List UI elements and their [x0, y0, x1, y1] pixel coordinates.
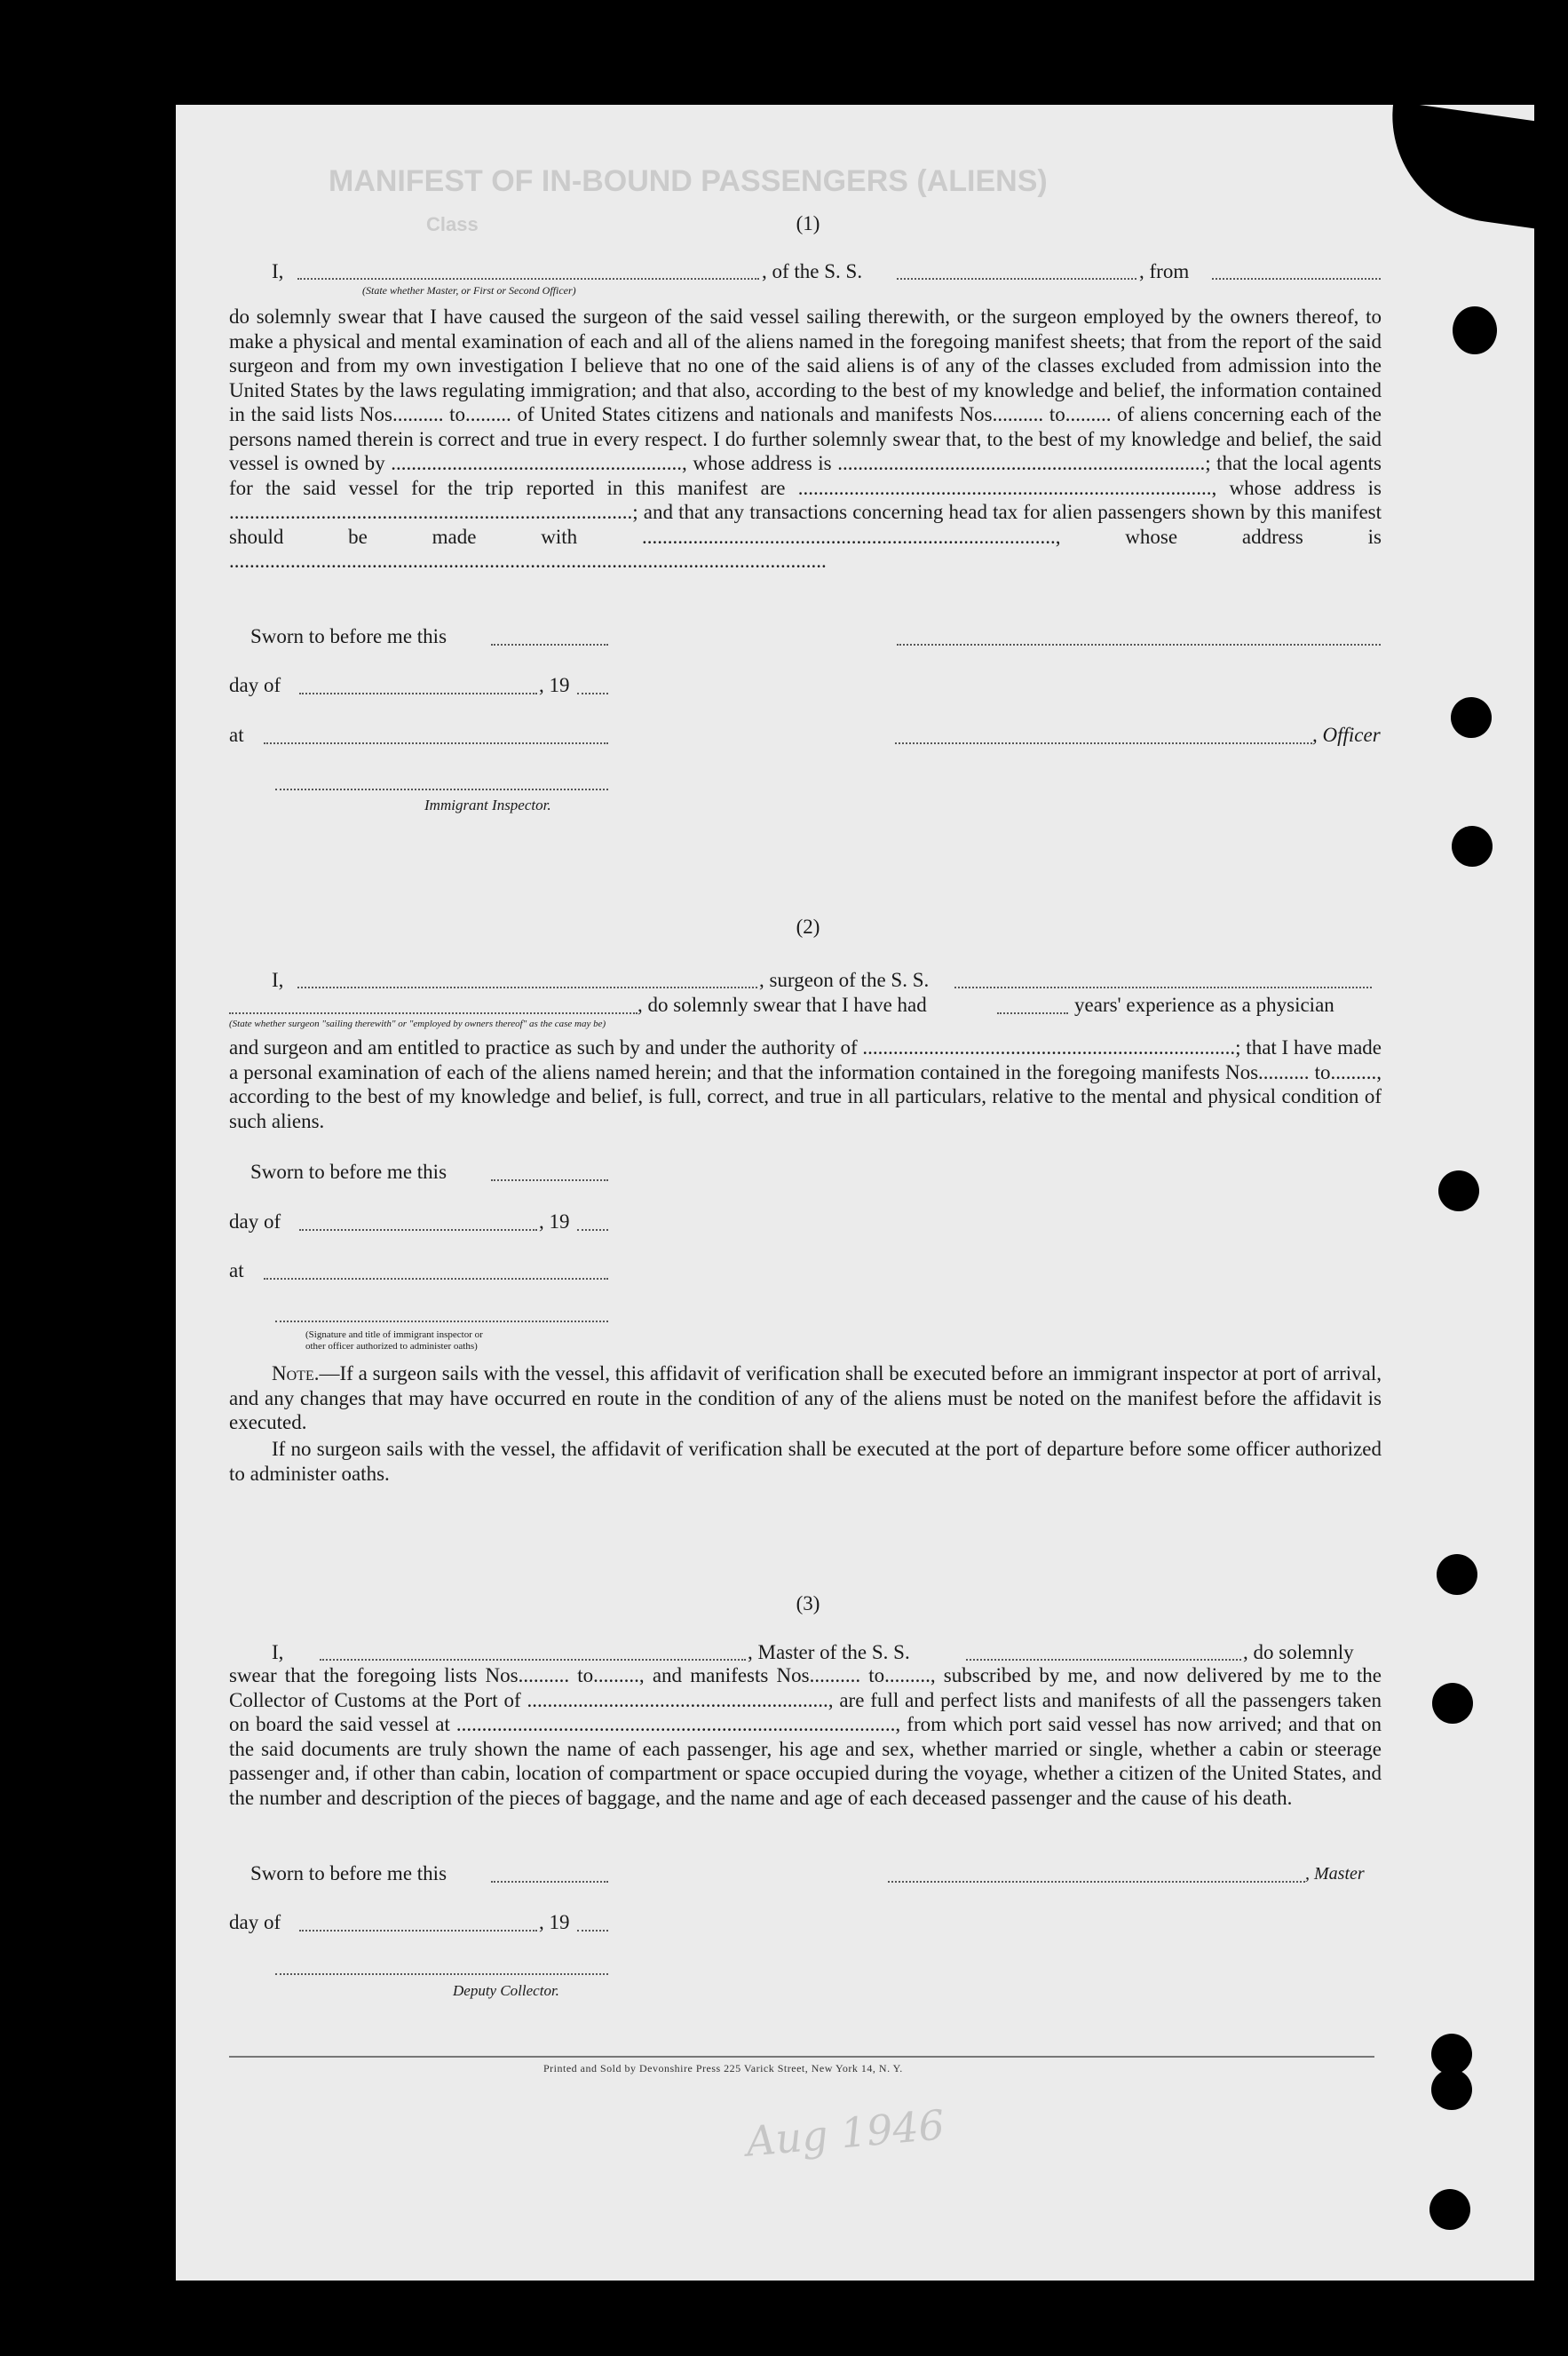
master-signature-line[interactable]: [888, 1881, 1305, 1883]
inspector-signature-line[interactable]: [275, 789, 608, 790]
from-label: , from: [1139, 260, 1190, 282]
year-line-2[interactable]: [577, 1229, 608, 1231]
day-of-label-1: day of: [229, 674, 281, 696]
surgeon-vessel-line[interactable]: [954, 987, 1372, 988]
officer-signature-line-top[interactable]: [897, 644, 1381, 646]
officer-note: (State whether Master, or First or Second Officer): [362, 284, 576, 297]
from-port-line[interactable]: [1212, 278, 1381, 280]
sworn-label-2: Sworn to before me this: [250, 1161, 447, 1183]
binder-hole: [1453, 306, 1497, 354]
binder-hole: [1432, 1683, 1473, 1724]
bleed-through-class: Class: [426, 213, 479, 235]
sworn-date-line-1[interactable]: [491, 644, 608, 646]
collector-label: Deputy Collector.: [453, 1982, 559, 1999]
surgeon-status-line[interactable]: [229, 1012, 637, 1014]
years-line[interactable]: [997, 1012, 1068, 1014]
at-line-2[interactable]: [264, 1278, 608, 1280]
surgeon-note: (State whether surgeon "sailing therewith" or "employed by owners thereof" as the case may be): [229, 1019, 606, 1029]
section-3-number: (3): [796, 1592, 820, 1614]
officer-signature-line[interactable]: [895, 742, 1312, 744]
binder-hole: [1456, 178, 1497, 218]
section-2-number: (2): [796, 916, 820, 938]
authorized-signature-line[interactable]: [275, 1321, 608, 1322]
year-label-1: , 19: [539, 674, 570, 696]
note-2-paragraph: If no surgeon sails with the vessel, the affidavit of verification shall be executed at the port of departure before some officer authorized to administer oaths.: [229, 1438, 1382, 1485]
of-ss-label: , of the S. S.: [762, 260, 863, 282]
do-solemnly-label: , do solemnly: [1243, 1641, 1354, 1663]
at-label-1: at: [229, 724, 244, 746]
inspector-label: Immigrant Inspector.: [424, 797, 551, 813]
note-text: —If a surgeon sails with the vessel, this affidavit of verification shall be executed before an immigrant inspector at port of arrival, and any changes that may have occurred en route in the condition of any of the aliens must be noted on the manifest before the affidavit is executed.: [229, 1362, 1382, 1433]
binder-hole: [1451, 697, 1492, 738]
master-vessel-line[interactable]: [966, 1659, 1241, 1661]
collector-signature-line[interactable]: [275, 1973, 608, 1975]
section-1-oath-text: do solemnly swear that I have caused the surgeon of the said vessel sailing therewith, or the surgeon employed by the owners thereof, to make a physical and mental examination of each and all of the aliens named in the foregoing manifest sheets; that from the report of the said surgeon and from my own investigation I believe that no one of the said aliens is of any of the classes excluded from admission into the United States by the laws regulating immigration; and that also, according to the best of my knowledge and belief, the information contained in the said lists Nos.......... to......... of United States citizens and nationals and manifests Nos.......... to......... of aliens concerning each of the persons named therein is correct and true in every respect. I do further solemnly swear that, to the best of my knowledge and belief, the said vessel is owned by ........................................................., whose address is ........................................................................; that the local agents for the said vessel for the trip reported in this manifest are ................................................................................., whose address is ...............................................................................; and that any transactions concerning head tax for alien passengers shown by this manifest should be made with ................................................................................., whose address is .....................................................................................................................: [229, 305, 1382, 572]
section-1-i: I,: [272, 260, 284, 282]
sworn-date-line-2[interactable]: [491, 1179, 608, 1181]
master-label: , Master: [1305, 1864, 1365, 1884]
swear-line-label: , do solemnly swear that I have had: [637, 994, 927, 1016]
day-of-label-3: day of: [229, 1911, 281, 1933]
printer-footer: Printed and Sold by Devonshire Press 225 Varick Street, New York 14, N. Y.: [543, 2062, 903, 2074]
day-of-line-2[interactable]: [299, 1229, 537, 1231]
year-label-2: , 19: [539, 1210, 570, 1233]
sworn-label-3: Sworn to before me this: [250, 1862, 447, 1884]
year-line-1[interactable]: [577, 693, 608, 694]
at-label-2: at: [229, 1259, 244, 1281]
at-line-1[interactable]: [264, 742, 608, 744]
day-of-line-1[interactable]: [299, 693, 537, 694]
section-1-number: (1): [796, 212, 820, 234]
faded-stamp: Aug 1946: [744, 2100, 946, 2166]
sworn-label-1: Sworn to before me this: [250, 625, 447, 647]
binder-hole: [1452, 826, 1493, 867]
bleed-through-title: MANIFEST OF IN-BOUND PASSENGERS (ALIENS): [329, 164, 1048, 198]
day-of-line-3[interactable]: [299, 1930, 537, 1932]
signature-note-2: other officer authorized to administer oaths): [305, 1341, 478, 1352]
year-line-3[interactable]: [577, 1930, 608, 1932]
years-exp-label: years' experience as a physician: [1074, 994, 1334, 1016]
note-paragraph: [229, 1361, 1382, 1435]
note-label: Note.: [272, 1362, 320, 1384]
vessel-name-line[interactable]: [897, 278, 1136, 280]
master-name-line[interactable]: [320, 1659, 746, 1661]
officer-label: , Officer: [1312, 724, 1381, 746]
binder-hole: [1437, 1554, 1477, 1595]
binder-hole: [1431, 2069, 1472, 2110]
section-2-oath-text: and surgeon and am entitled to practice as such by and under the authority of .........................................................................; that I have made a personal examination of each of the aliens named herein; and that the information contained in the foregoing manifests Nos.......... to........., according to the best of my knowledge and belief, is full, correct, and true in all particulars, relative to the mental and physical condition of such aliens.: [229, 1036, 1382, 1132]
section-3-oath-text: swear that the foregoing lists Nos.......... to........., and manifests Nos.......... to........., subscribed by me, and now delivered by me to the Collector of Customs at the Port of ..........................................................., are full and perfect lists and manifests of all the passengers taken on board the said vessel at ......................................................................................, from which port said vessel has now arrived; and that on the said documents are truly shown the name of each passenger, his age and sex, whether married or single, whether a cabin or steerage passenger and, if other than cabin, location of compartment or space occupied during the voyage, whether a citizen of the United States, and the number and description of the pieces of baggage, and the name and age of each deceased passenger and the cause of his death.: [229, 1664, 1382, 1809]
surgeon-name-line[interactable]: [297, 987, 757, 988]
footer-rule: [229, 2056, 1374, 2058]
sworn-date-line-3[interactable]: [491, 1881, 608, 1883]
day-of-label-2: day of: [229, 1210, 281, 1233]
binder-hole: [1438, 1170, 1479, 1211]
surgeon-of-ss-label: , surgeon of the S. S.: [759, 969, 930, 991]
master-of-ss-label: , Master of the S. S.: [748, 1641, 910, 1663]
officer-name-line[interactable]: [297, 278, 759, 280]
signature-note-1: (Signature and title of immigrant inspector or: [305, 1329, 483, 1340]
year-label-3: , 19: [539, 1911, 570, 1933]
binder-hole: [1429, 2189, 1470, 2230]
section-2-i: I,: [272, 969, 284, 991]
section-3-i: I,: [272, 1641, 284, 1663]
